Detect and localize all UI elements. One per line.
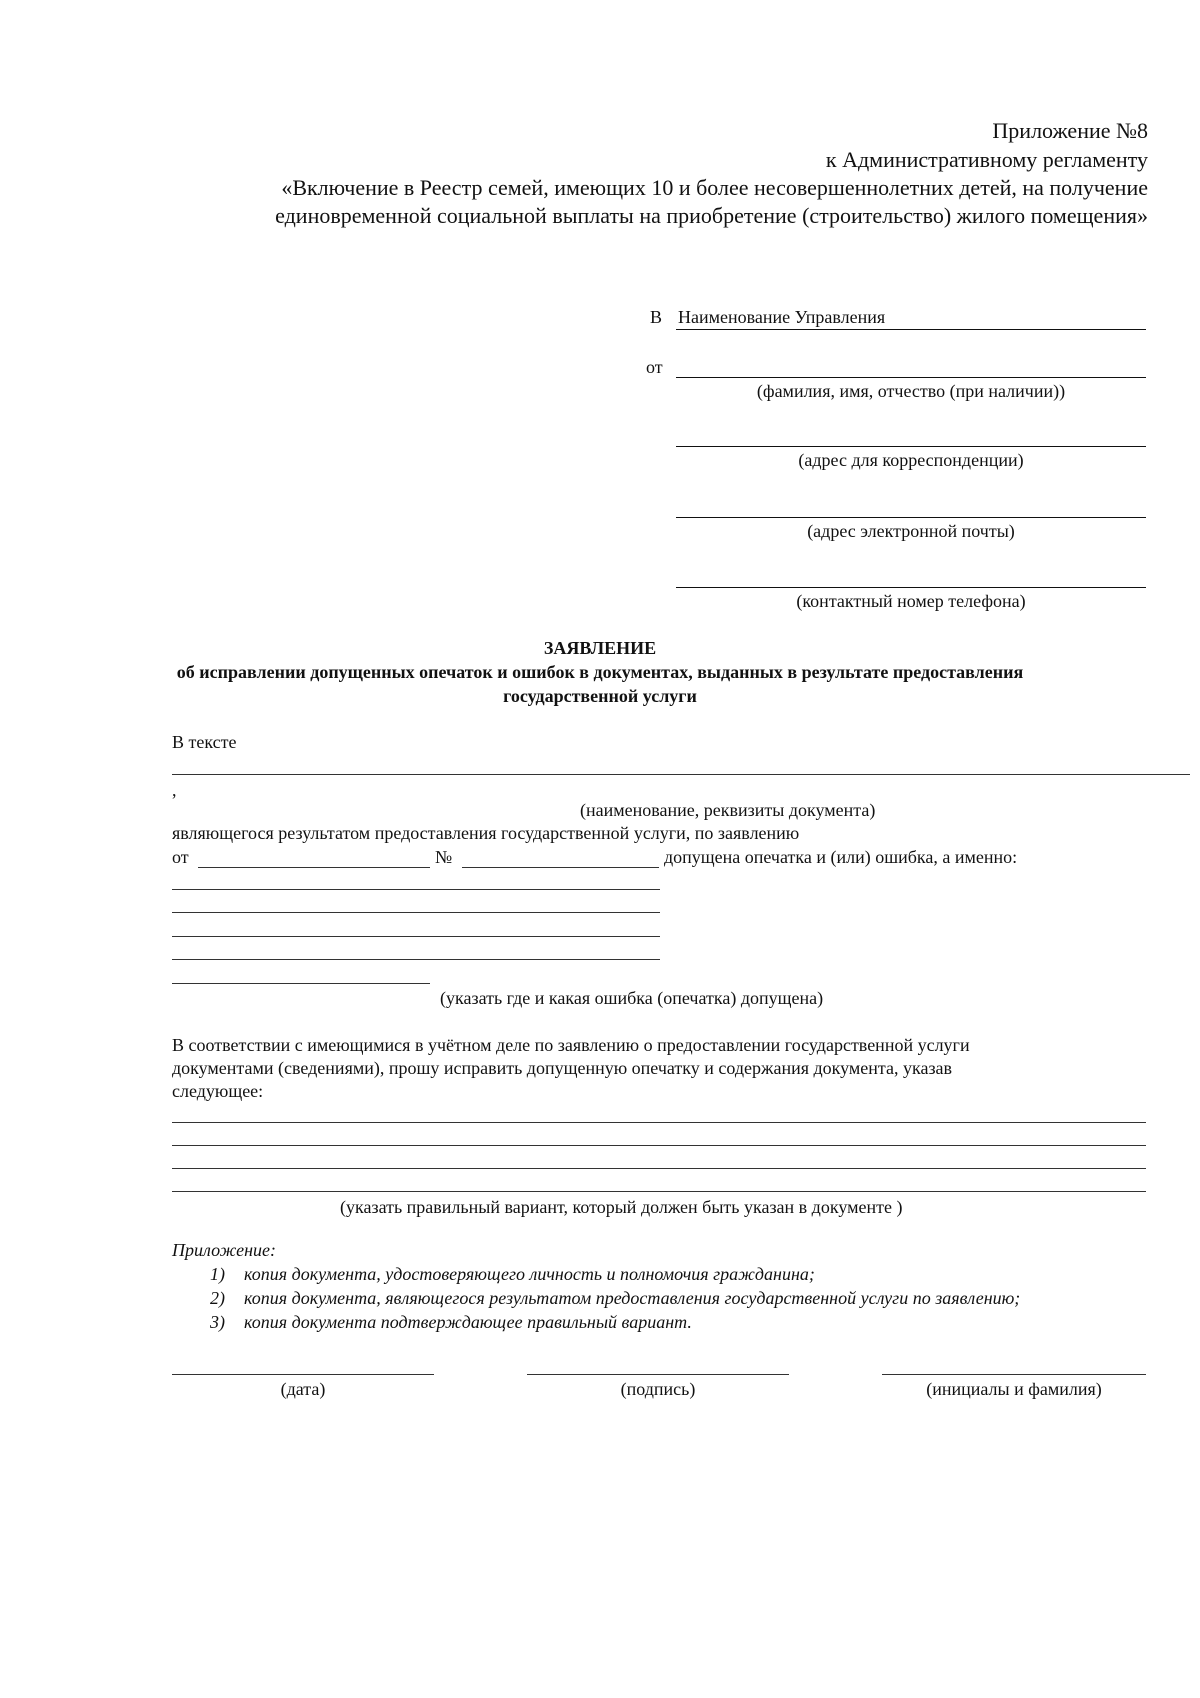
document-name-field[interactable] [172,774,1190,775]
from-prefix: от [646,357,663,377]
number-label: № [435,847,453,867]
document-title: ЗАЯВЛЕНИЕ [543,638,657,658]
applicant-name-field[interactable] [676,377,1146,378]
address-field[interactable] [676,446,1146,447]
error-caption: (указать где и какая ошибка (опечатка) допущена) [440,988,824,1008]
address-caption: (адрес для корреспонденции) [798,450,1024,470]
correction-line-3[interactable] [172,1168,1146,1169]
error-statement: допущена опечатка и (или) ошибка, а именно: [664,847,1018,867]
phone-field[interactable] [676,587,1146,588]
document-subtitle-line1: об исправлении допущенных опечаток и ошибок в документах, выданных в результате предоставления [176,662,1024,682]
name-caption: (инициалы и фамилия) [926,1379,1102,1399]
attachments-label: Приложение: [172,1240,277,1260]
correction-line-4[interactable] [172,1191,1146,1192]
phone-caption: (контактный номер телефона) [796,591,1026,611]
document-subtitle-line2: государственной услуги [503,686,697,706]
error-line-3[interactable] [172,936,660,937]
attachment-item: копия документа, удостоверяющего личность и полномочия гражданина; [244,1264,815,1284]
application-date-field[interactable] [198,867,430,868]
name-field[interactable] [882,1374,1146,1375]
date-field[interactable] [172,1374,434,1375]
correction-caption: (указать правильный вариант, который должен быть указан в документе ) [340,1197,903,1217]
department-name[interactable]: Наименование Управления [678,307,886,327]
document-caption: (наименование, реквизиты документа) [580,800,876,820]
date-caption: (дата) [280,1379,326,1399]
error-line-1[interactable] [172,889,660,890]
regulation-title-line2: единовременной социальной выплаты на приобретение (строительство) жилого помещения» [275,203,1148,228]
result-line: являющегося результатом предоставления государственной услуги, по заявлению [172,823,800,843]
in-text-label: В тексте [172,732,237,752]
regulation-reference: к Административному регламенту [825,147,1148,172]
regulation-title-line1: «Включение в Реестр семей, имеющих 10 и более несовершеннолетних детей, на получение [281,175,1148,200]
application-number-field[interactable] [462,867,659,868]
from-label: от [172,847,189,867]
attachment-number: 1) [210,1264,225,1284]
correction-line-1[interactable] [172,1122,1146,1123]
department-line [676,329,1146,330]
applicant-name-caption: (фамилия, имя, отчество (при наличии)) [756,381,1066,401]
signature-field[interactable] [527,1374,789,1375]
email-caption: (адрес электронной почты) [807,521,1015,541]
attachment-item: копия документа, являющегося результатом предоставления государственной услуги по заявлению; [244,1288,1021,1308]
correction-line-2[interactable] [172,1145,1146,1146]
email-field[interactable] [676,517,1146,518]
error-line-2[interactable] [172,912,660,913]
correction-paragraph-3: следующее: [172,1081,264,1101]
error-line-5[interactable] [172,983,430,984]
correction-paragraph-1: В соответствии с имеющимися в учётном деле по заявлению о предоставлении государственной услуги [172,1035,970,1055]
signature-caption: (подпись) [620,1379,696,1399]
correction-paragraph-2: документами (сведениями), прошу исправить допущенную опечатку и содержания документа, указав [172,1058,953,1078]
to-prefix: В [650,307,663,327]
comma-mark: , [172,780,177,800]
attachment-item: копия документа подтверждающее правильный вариант. [244,1312,692,1332]
attachment-number: 3) [210,1312,225,1332]
error-line-4[interactable] [172,959,660,960]
attachment-number: 2) [210,1288,225,1308]
appendix-number: Приложение №8 [992,118,1148,143]
